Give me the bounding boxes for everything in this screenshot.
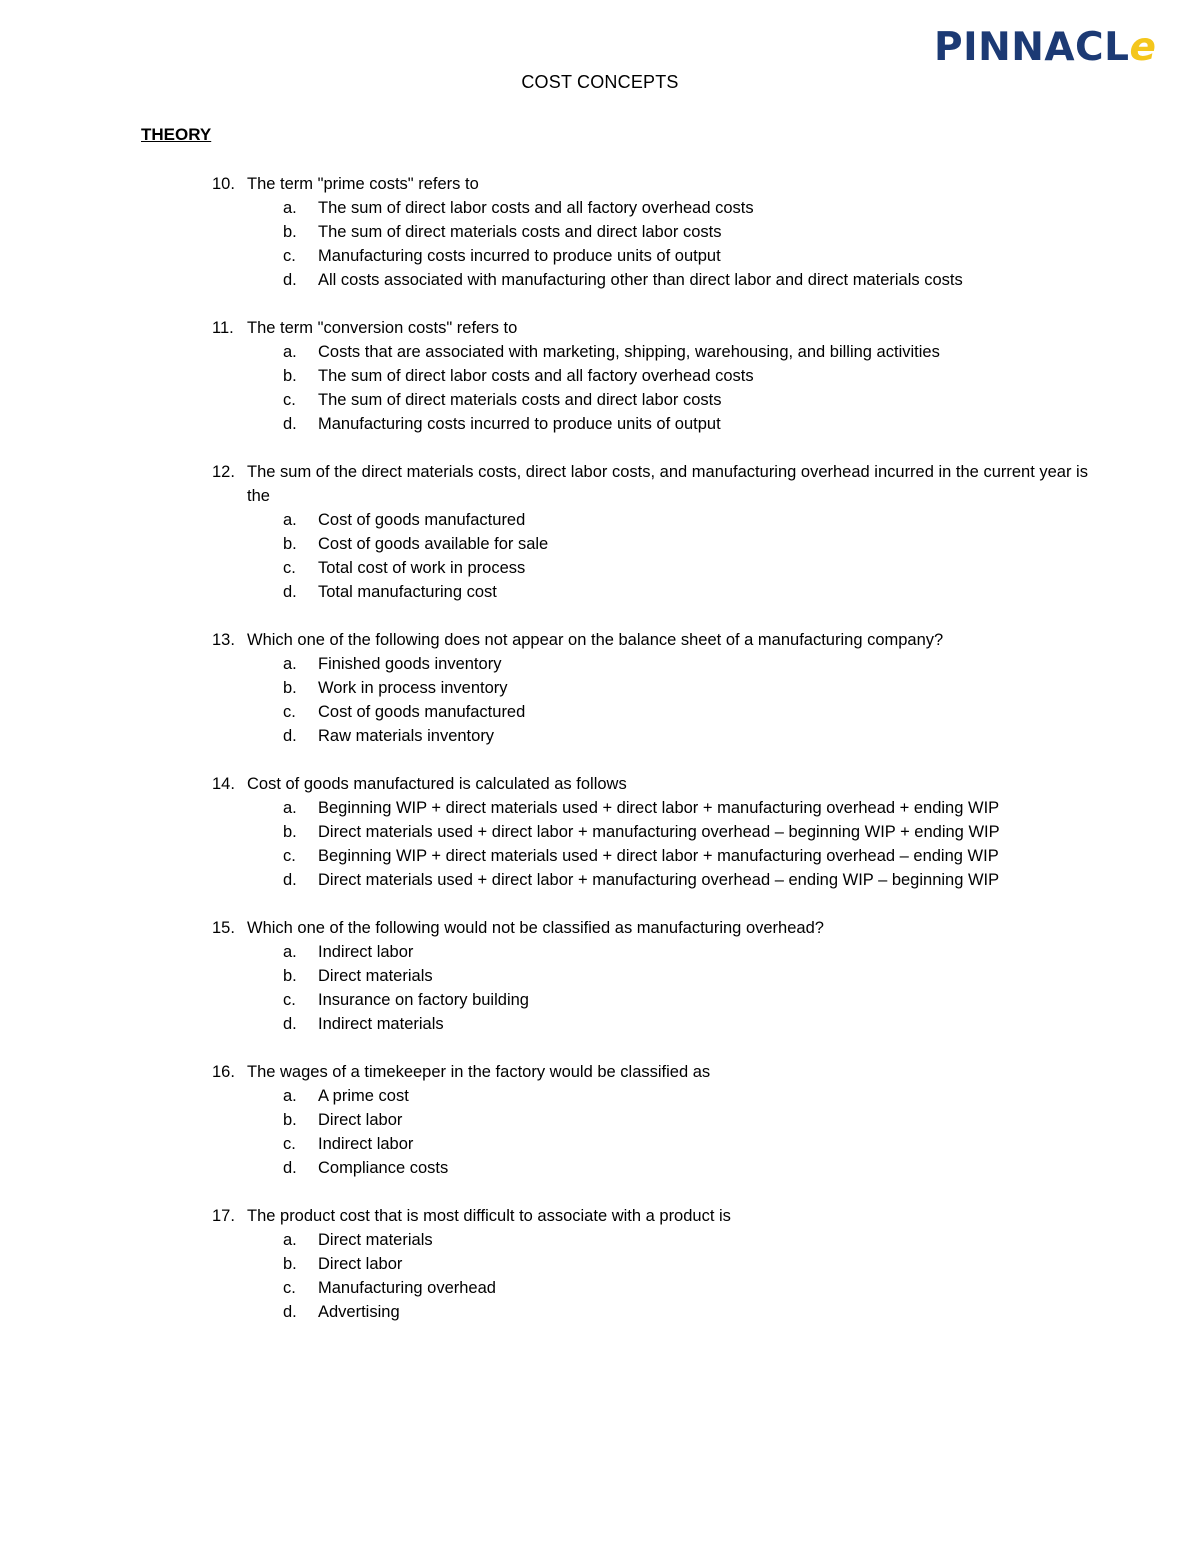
- question-item: [212, 316, 1092, 436]
- option-text: A prime cost: [318, 1087, 409, 1105]
- question-text: The sum of the direct materials costs, direct labor costs, and manufacturing overhead incurred in the current year is the: [247, 463, 1088, 505]
- question-row: [212, 172, 1092, 196]
- answer-option: [283, 940, 1092, 964]
- question-item: [212, 916, 1092, 1036]
- question-row: [212, 460, 1092, 508]
- option-text: Advertising: [318, 1303, 400, 1321]
- question-item: [212, 628, 1092, 748]
- option-letter: b.: [283, 535, 297, 553]
- answer-option: [283, 340, 1092, 364]
- answer-option: [283, 1156, 1092, 1180]
- option-text: Manufacturing costs incurred to produce units of output: [318, 247, 721, 265]
- answer-option: [283, 220, 1092, 244]
- option-letter: c.: [283, 559, 296, 577]
- question-number: 17.: [212, 1207, 235, 1225]
- question-number: 13.: [212, 631, 235, 649]
- answer-option: [283, 580, 1092, 604]
- option-list: [212, 508, 1092, 604]
- option-text: Compliance costs: [318, 1159, 449, 1177]
- answer-option: [283, 820, 1092, 844]
- option-text: Beginning WIP + direct materials used + direct labor + manufacturing overhead + ending WIP: [318, 799, 1000, 817]
- question-item: [212, 172, 1092, 292]
- option-list: [212, 196, 1092, 292]
- option-letter: d.: [283, 415, 297, 433]
- option-text: Indirect labor: [318, 943, 414, 961]
- answer-option: [283, 988, 1092, 1012]
- answer-option: [283, 724, 1092, 748]
- question-item: [212, 772, 1092, 892]
- option-letter: b.: [283, 967, 297, 985]
- option-letter: c.: [283, 991, 296, 1009]
- option-letter: b.: [283, 367, 297, 385]
- option-letter: b.: [283, 1255, 297, 1273]
- option-letter: d.: [283, 871, 297, 889]
- answer-option: [283, 508, 1092, 532]
- option-letter: c.: [283, 1279, 296, 1297]
- question-text: The term "conversion costs" refers to: [247, 319, 518, 337]
- option-text: Manufacturing costs incurred to produce units of output: [318, 415, 721, 433]
- answer-option: [283, 532, 1092, 556]
- question-text: Which one of the following does not appear on the balance sheet of a manufacturing company?: [247, 631, 944, 649]
- option-text: The sum of direct materials costs and direct labor costs: [318, 391, 722, 409]
- option-letter: c.: [283, 703, 296, 721]
- option-letter: d.: [283, 727, 297, 745]
- answer-option: [283, 388, 1092, 412]
- option-list: [212, 796, 1092, 892]
- question-row: [212, 628, 1092, 652]
- answer-option: [283, 1276, 1092, 1300]
- option-text: Finished goods inventory: [318, 655, 502, 673]
- option-letter: a.: [283, 199, 297, 217]
- question-text: The product cost that is most difficult to associate with a product is: [247, 1207, 731, 1225]
- option-text: Cost of goods available for sale: [318, 535, 549, 553]
- question-row: [212, 916, 1092, 940]
- option-letter: d.: [283, 271, 297, 289]
- question-row: [212, 772, 1092, 796]
- option-text: Direct materials used + direct labor + manufacturing overhead – beginning WIP + ending WIP: [318, 823, 1000, 841]
- option-text: Total cost of work in process: [318, 559, 526, 577]
- option-text: Direct materials: [318, 967, 433, 985]
- option-letter: d.: [283, 1159, 297, 1177]
- option-text: Insurance on factory building: [318, 991, 529, 1009]
- option-list: [212, 340, 1092, 436]
- option-text: Direct labor: [318, 1111, 403, 1129]
- option-text: Indirect labor: [318, 1135, 414, 1153]
- question-item: [212, 460, 1092, 604]
- option-letter: b.: [283, 823, 297, 841]
- answer-option: [283, 1300, 1092, 1324]
- answer-option: [283, 268, 1092, 292]
- option-text: Costs that are associated with marketing, shipping, warehousing, and billing activities: [318, 343, 940, 361]
- option-text: All costs associated with manufacturing other than direct labor and direct materials costs: [318, 271, 963, 289]
- option-letter: b.: [283, 1111, 297, 1129]
- option-list: [212, 652, 1092, 748]
- option-letter: c.: [283, 847, 296, 865]
- option-text: Direct materials: [318, 1231, 433, 1249]
- section-heading: THEORY: [141, 125, 212, 144]
- option-text: Manufacturing overhead: [318, 1279, 496, 1297]
- answer-option: [283, 676, 1092, 700]
- answer-option: [283, 1252, 1092, 1276]
- option-text: Total manufacturing cost: [318, 583, 497, 601]
- answer-option: [283, 652, 1092, 676]
- answer-option: [283, 1084, 1092, 1108]
- question-row: [212, 316, 1092, 340]
- question-number: 10.: [212, 175, 235, 193]
- option-text: The sum of direct labor costs and all factory overhead costs: [318, 199, 754, 217]
- question-list: [212, 172, 1092, 1348]
- question-number: 11.: [212, 319, 234, 337]
- option-letter: b.: [283, 223, 297, 241]
- answer-option: [283, 868, 1092, 892]
- option-text: Work in process inventory: [318, 679, 508, 697]
- answer-option: [283, 964, 1092, 988]
- question-text: Cost of goods manufactured is calculated as follows: [247, 775, 627, 793]
- option-letter: a.: [283, 1231, 297, 1249]
- option-letter: a.: [283, 655, 297, 673]
- answer-option: [283, 844, 1092, 868]
- option-letter: a.: [283, 799, 297, 817]
- option-letter: c.: [283, 1135, 296, 1153]
- pinnacle-logo: [934, 22, 1174, 74]
- question-number: 12.: [212, 463, 235, 481]
- answer-option: [283, 1108, 1092, 1132]
- question-text: The wages of a timekeeper in the factory would be classified as: [247, 1063, 711, 1081]
- answer-option: [283, 364, 1092, 388]
- answer-option: [283, 796, 1092, 820]
- option-list: [212, 1228, 1092, 1324]
- logo-main-text: PINNACL: [934, 25, 1130, 70]
- answer-option: [283, 1012, 1092, 1036]
- question-number: 14.: [212, 775, 235, 793]
- option-letter: b.: [283, 679, 297, 697]
- question-number: 16.: [212, 1063, 235, 1081]
- question-text: Which one of the following would not be classified as manufacturing overhead?: [247, 919, 824, 937]
- option-letter: c.: [283, 391, 296, 409]
- answer-option: [283, 700, 1092, 724]
- answer-option: [283, 1132, 1092, 1156]
- question-item: [212, 1060, 1092, 1180]
- option-text: The sum of direct materials costs and direct labor costs: [318, 223, 722, 241]
- question-item: [212, 1204, 1092, 1324]
- answer-option: [283, 1228, 1092, 1252]
- option-list: [212, 940, 1092, 1036]
- option-letter: a.: [283, 511, 297, 529]
- option-text: The sum of direct labor costs and all factory overhead costs: [318, 367, 754, 385]
- option-letter: d.: [283, 1303, 297, 1321]
- option-text: Direct materials used + direct labor + manufacturing overhead – ending WIP – beginning WIP: [318, 871, 1000, 889]
- answer-option: [283, 196, 1092, 220]
- option-text: Direct labor: [318, 1255, 403, 1273]
- option-text: Cost of goods manufactured: [318, 703, 526, 721]
- question-text: The term "prime costs" refers to: [247, 175, 479, 193]
- answer-option: [283, 244, 1092, 268]
- option-letter: d.: [283, 583, 297, 601]
- question-row: [212, 1060, 1092, 1084]
- option-letter: c.: [283, 247, 296, 265]
- option-list: [212, 1084, 1092, 1180]
- question-number: 15.: [212, 919, 235, 937]
- option-text: Cost of goods manufactured: [318, 511, 526, 529]
- option-letter: a.: [283, 1087, 297, 1105]
- logo-accent-text: e: [1129, 25, 1157, 70]
- option-letter: a.: [283, 943, 297, 961]
- option-letter: d.: [283, 1015, 297, 1033]
- answer-option: [283, 556, 1092, 580]
- answer-option: [283, 412, 1092, 436]
- option-text: Indirect materials: [318, 1015, 444, 1033]
- option-text: Raw materials inventory: [318, 727, 495, 745]
- question-row: [212, 1204, 1092, 1228]
- option-text: Beginning WIP + direct materials used + direct labor + manufacturing overhead – ending WIP: [318, 847, 999, 865]
- option-letter: a.: [283, 343, 297, 361]
- document-title: COST CONCEPTS: [521, 72, 679, 92]
- logo-wordmark: [934, 25, 1156, 70]
